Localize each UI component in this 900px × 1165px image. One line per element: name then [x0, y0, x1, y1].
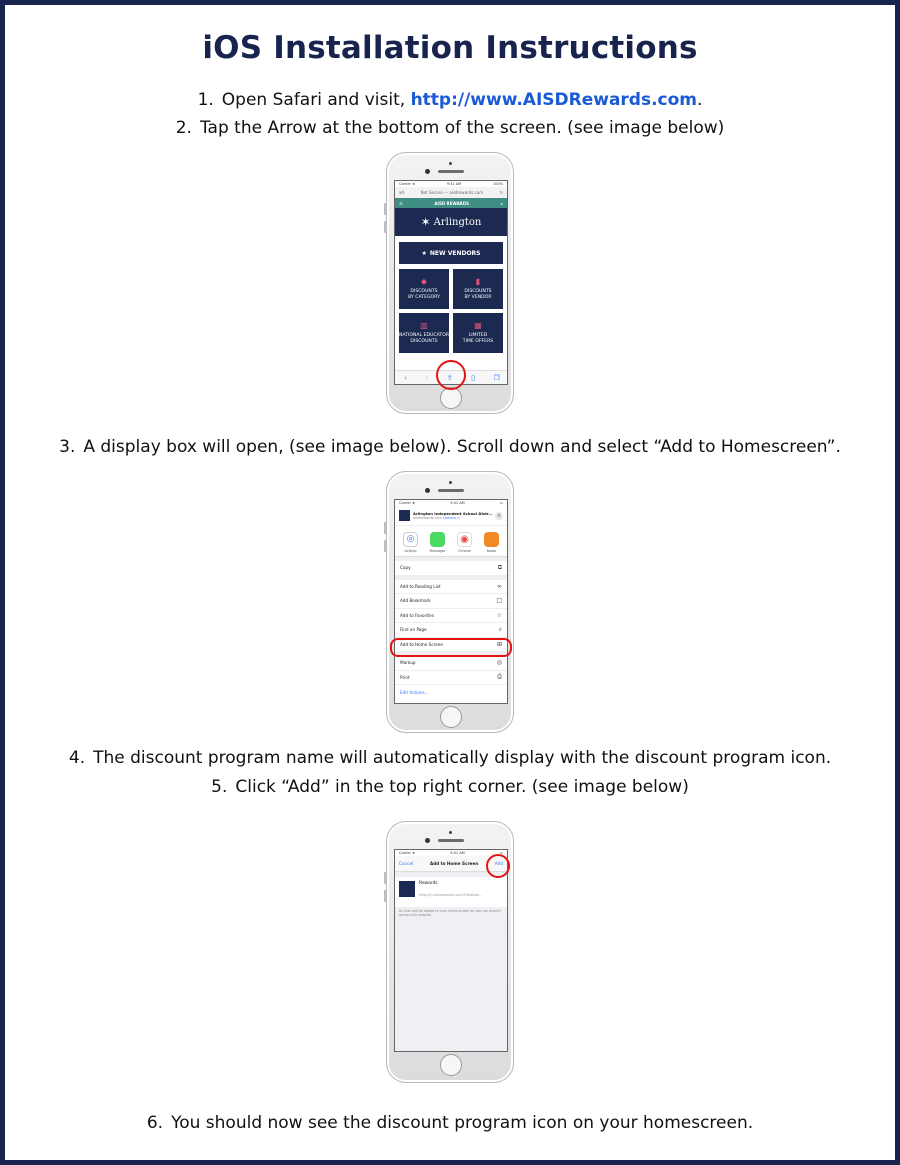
add-home-heading: Add to Home Screen	[429, 861, 479, 866]
step-5	[0, 777, 900, 797]
sensor-dot	[425, 169, 430, 174]
tile-discounts-by-vendor[interactable]	[453, 269, 503, 309]
site-nav-bar	[395, 198, 507, 208]
home-button	[440, 1054, 462, 1076]
tile-label: NATIONAL EDUCATOR	[399, 333, 450, 338]
volume-button	[384, 203, 387, 215]
step-3	[0, 437, 900, 457]
step-text: The discount program name will automatically display with the discount program icon.	[93, 748, 832, 768]
action-label: Print	[400, 674, 410, 680]
add-home-note: An icon will be added to your home screen so you can quickly access this website.	[399, 909, 502, 917]
action-find-on-page[interactable]	[395, 623, 507, 638]
copy-icon: ⧉	[497, 563, 502, 571]
action-print[interactable]	[395, 671, 507, 686]
step-number: 4.	[68, 748, 86, 768]
volume-button	[384, 872, 387, 884]
glasses-icon: ∞	[497, 582, 502, 590]
volume-button	[384, 522, 387, 534]
tile-label: DISCOUNTS	[410, 289, 438, 294]
share-app-airdrop[interactable]	[402, 532, 420, 553]
star-icon: ☆	[496, 611, 502, 619]
tile-limited-time[interactable]	[453, 313, 503, 353]
tabs-icon[interactable]: ❐	[493, 373, 500, 382]
bookmarks-icon[interactable]: ▯	[471, 373, 475, 382]
phone-screen	[394, 180, 508, 385]
action-markup[interactable]	[395, 656, 507, 671]
search-icon: ⌕	[498, 625, 502, 633]
page-title: iOS Installation Instructions	[202, 30, 698, 66]
step-6	[0, 1113, 900, 1133]
chrome-icon: ◉	[457, 532, 472, 547]
action-label: Add Bookmark	[400, 598, 431, 604]
building-icon: ▮	[475, 277, 481, 286]
menu-icon[interactable]: ☰	[399, 200, 403, 206]
carrier-label: Carrier ★	[399, 182, 416, 186]
text-size-button[interactable]: aA	[399, 190, 405, 195]
action-label: Find on Page	[400, 627, 427, 633]
search-icon[interactable]: ⌕	[500, 200, 503, 206]
app-label: Chrome	[458, 549, 471, 553]
action-add-to-favorites[interactable]	[395, 609, 507, 624]
close-icon[interactable]: ×	[496, 512, 502, 519]
add-home-body	[395, 872, 507, 1052]
speaker-grill	[438, 839, 464, 842]
share-app-messages[interactable]	[429, 532, 447, 553]
cancel-button[interactable]: Cancel	[399, 861, 414, 866]
airdrop-icon: ◎	[403, 532, 418, 547]
share-app-chrome[interactable]	[456, 532, 474, 553]
new-vendors-label: NEW VENDORS	[429, 249, 481, 257]
calendar-icon: ▦	[474, 321, 482, 330]
action-label: Add to Reading List	[400, 583, 441, 589]
app-label: AirDrop	[404, 549, 417, 553]
back-arrow-icon[interactable]: ‹	[404, 373, 408, 382]
action-label: Copy	[400, 565, 411, 571]
tile-label: BY CATEGORY	[408, 294, 440, 300]
print-icon: ⎙	[497, 673, 502, 681]
step-number: 3.	[59, 437, 76, 457]
tile-label: DISCOUNTS	[464, 289, 492, 294]
carrier-label: Carrier ★	[399, 501, 416, 505]
step-number: 6.	[146, 1113, 164, 1133]
add-highlight-circle	[486, 854, 510, 878]
sensor-dot	[425, 488, 430, 493]
messages-icon	[430, 532, 445, 547]
camera-icon	[449, 481, 452, 484]
options-link[interactable]: Options >	[442, 516, 460, 520]
app-label: Books	[486, 549, 497, 553]
markup-icon: ◎	[496, 659, 502, 667]
share-apps-row	[395, 526, 507, 557]
app-url: http://m.aisdrewards.com/?desktop...	[419, 893, 483, 897]
forward-arrow-icon[interactable]: ›	[425, 373, 429, 382]
step-text: Click “Add” in the top right corner. (see image below)	[235, 777, 689, 797]
book-icon: ▥	[420, 321, 428, 330]
action-copy[interactable]	[395, 561, 507, 576]
step-text: Tap the Arrow at the bottom of the screen. (see image below)	[199, 118, 725, 138]
home-button	[440, 387, 462, 409]
rewards-app-icon	[399, 881, 415, 897]
app-name-field[interactable]: Rewards	[419, 881, 438, 886]
tile-label: BY VENDOR	[464, 294, 492, 300]
time-label: 9:41 AM	[446, 182, 462, 186]
volume-button	[384, 890, 387, 902]
tile-label: LIMITED	[468, 333, 488, 338]
add-to-home-highlight	[390, 638, 512, 657]
category-tiles	[395, 269, 507, 353]
tile-label: DISCOUNTS	[410, 338, 438, 344]
site-url: aisdrewards.com	[413, 516, 442, 520]
time-label: 9:41 AM	[450, 851, 465, 855]
phone-mockup-share-sheet	[386, 471, 514, 733]
share-app-books[interactable]	[483, 532, 501, 553]
site-icon	[399, 510, 410, 521]
speaker-grill	[438, 170, 464, 173]
action-label: Markup	[400, 660, 416, 666]
tile-national-educator[interactable]	[399, 313, 449, 353]
battery-label: 100%	[492, 182, 503, 186]
action-add-bookmark[interactable]	[395, 594, 507, 609]
speaker-grill	[438, 489, 464, 492]
app-label: Messages	[429, 549, 446, 553]
reload-icon[interactable]: ↻	[499, 190, 503, 195]
step-1	[0, 90, 900, 110]
site-title: Arlington Independent School Distr...	[413, 511, 493, 516]
books-icon	[484, 532, 499, 547]
step-text: A display box will open, (see image below). Scroll down and select “Add to Homescreen”.	[83, 437, 841, 457]
tag-icon: ◆	[420, 277, 428, 286]
home-button	[440, 706, 462, 728]
volume-button	[384, 540, 387, 552]
volume-button	[384, 221, 387, 233]
brand-banner	[395, 208, 507, 236]
address-bar[interactable]	[395, 187, 507, 198]
new-vendors-button[interactable]	[399, 242, 503, 264]
site-nav-title: AISD REWARDS	[434, 200, 469, 206]
step-text: Open Safari and visit,	[221, 90, 411, 110]
battery-icon: ▭	[499, 501, 503, 505]
address-text: Not Secure — aisdrewards.com	[420, 190, 484, 195]
action-label: Add to Home Screen	[400, 641, 444, 647]
share-highlight-circle	[436, 360, 466, 390]
sensor-dot	[425, 838, 430, 843]
action-add-to-reading-list[interactable]	[395, 580, 507, 595]
add-button[interactable]: Add	[494, 861, 503, 866]
step-number: 1.	[197, 90, 214, 110]
step-text: You should now see the discount program icon on your homescreen.	[171, 1113, 754, 1133]
share-icon[interactable]: ⇪	[446, 373, 453, 382]
action-label: Add to Favorites	[400, 612, 434, 618]
book-icon: □	[496, 597, 502, 605]
carrier-label: Carrier ★	[399, 851, 416, 855]
step-number: 2.	[175, 118, 192, 138]
bookmark-row	[395, 877, 507, 907]
battery-icon: ▭	[499, 851, 503, 855]
tile-discounts-by-category[interactable]	[399, 269, 449, 309]
tile-label: TIME OFFERS	[462, 338, 494, 344]
camera-icon	[449, 162, 452, 165]
phone-screen	[394, 849, 508, 1052]
share-sheet-header	[395, 506, 507, 526]
plus-square-icon: ⊞	[496, 640, 502, 648]
step-number: 5.	[211, 777, 228, 797]
time-label: 9:41 AM	[450, 501, 465, 505]
step-4	[0, 748, 900, 768]
brand-name: Arlington	[433, 216, 482, 228]
step-text-end: .	[697, 90, 703, 110]
star-icon: ★	[421, 249, 427, 257]
edit-actions-link[interactable]	[395, 685, 507, 700]
step-2	[0, 118, 900, 138]
camera-icon	[449, 831, 452, 834]
star-logo-icon: ✶	[420, 215, 431, 229]
website-link[interactable]: http://www.AISDRewards.com	[410, 90, 698, 110]
edit-actions-label: Edit Actions...	[400, 689, 429, 695]
phone-screen	[394, 499, 508, 704]
